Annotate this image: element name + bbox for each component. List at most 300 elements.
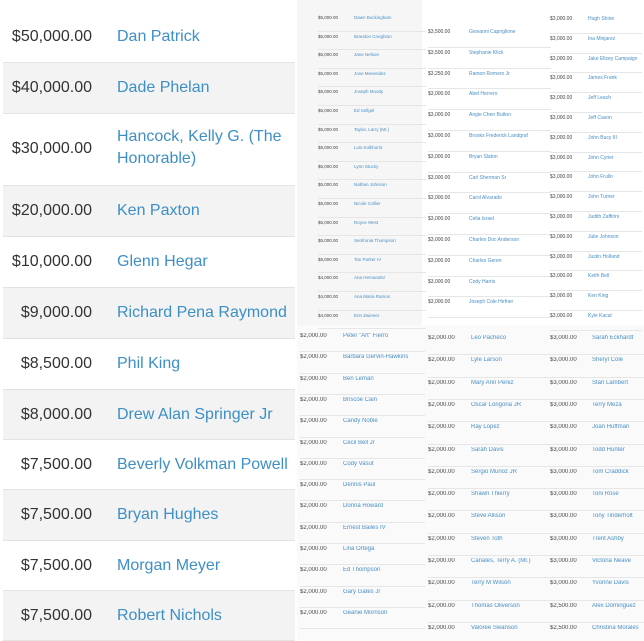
contribution-amount: $7,500.00 (20, 557, 92, 574)
candidate-link[interactable]: Jose Menendez (354, 70, 386, 76)
row-divider (428, 555, 551, 556)
row-divider (550, 310, 642, 311)
contribution-amount: $2,000.00 (300, 588, 327, 595)
candidate-link[interactable]: Gary Gates Jr (343, 588, 381, 595)
contribution-amount: $7,500.00 (20, 456, 92, 473)
row-divider (550, 171, 642, 172)
contribution-amount: $2,500.00 (550, 602, 577, 609)
contribution-row (3, 186, 295, 237)
contribution-amount: $2,000.00 (300, 418, 327, 425)
row-divider (428, 88, 551, 89)
candidate-link[interactable]: Ken Paxton (117, 202, 200, 219)
contribution-amount: $3,000.00 (550, 357, 577, 364)
candidate-link[interactable]: Yvonne Davis (592, 580, 629, 587)
row-divider (428, 234, 551, 235)
candidate-link[interactable]: Drew Alan Springer Jr (117, 406, 273, 423)
contribution-amount: $2,000.00 (428, 379, 455, 386)
candidate-link[interactable]: Barbara Gervin-Hawkins (343, 354, 409, 361)
row-divider (550, 622, 644, 623)
contribution-amount: $8,000.00 (20, 406, 92, 423)
row-divider (550, 290, 642, 291)
contribution-amount: $2,000.00 (300, 439, 327, 446)
candidate-link[interactable]: Hugh Shine (588, 16, 615, 22)
contribution-amount: $3,000.00 (428, 133, 451, 139)
contribution-amount: $2,000.00 (300, 567, 327, 574)
candidate-link[interactable]: Charles Doc Anderson (469, 237, 520, 243)
contribution-row (3, 63, 295, 114)
contribution-amount: $2,000.00 (300, 333, 327, 339)
candidate-link[interactable]: Sarah Davis (471, 446, 504, 453)
candidate-link[interactable]: Christina Morales (592, 624, 639, 631)
contribution-amount: $2,000.00 (428, 535, 455, 542)
candidate-link[interactable]: Ana Maria Ramos (354, 294, 391, 299)
row-divider (550, 112, 642, 113)
row-divider (300, 394, 425, 395)
row-divider (300, 628, 425, 629)
row-divider (550, 533, 644, 534)
contribution-amount: $3,500.00 (428, 49, 451, 56)
candidate-link[interactable]: Joseph Cole Hefner (469, 299, 514, 306)
row-divider (300, 415, 425, 416)
row-divider (300, 607, 425, 608)
contribution-amount: $3,000.00 (550, 253, 573, 260)
contribution-amount: $7,500.00 (20, 607, 92, 624)
row-divider (550, 488, 644, 489)
candidate-link[interactable]: Lina Ortega (343, 546, 375, 552)
candidate-link[interactable]: Cody Harris (469, 278, 496, 285)
contribution-row (3, 237, 295, 288)
candidate-link[interactable]: Bryan Hughes (117, 506, 219, 523)
contribution-amount: $3,500.00 (428, 29, 451, 35)
contribution-amount: $3,000.00 (550, 75, 573, 82)
contribution-amount: $2,000.00 (428, 513, 455, 520)
row-divider (300, 586, 425, 587)
row-divider (428, 622, 551, 623)
candidate-link[interactable]: John Bucy III (588, 134, 617, 141)
contribution-row (3, 591, 295, 641)
contribution-amount: $4,000.00 (318, 312, 339, 318)
contribution-amount: $2,000.00 (428, 335, 455, 341)
row-divider (428, 276, 551, 277)
candidate-link[interactable]: Ben Leman (343, 375, 374, 382)
contribution-amount: $2,000.00 (428, 558, 455, 564)
contribution-amount: $2,000.00 (428, 446, 455, 453)
candidate-link[interactable]: Ina Minjarez (588, 35, 616, 42)
candidate-link[interactable]: Joan Huffman (592, 424, 630, 431)
contribution-amount: $2,000.00 (428, 468, 455, 475)
contribution-amount: $3,000.00 (428, 153, 451, 160)
contribution-amount: $3,000.00 (550, 174, 573, 181)
contribution-amount: $3,000.00 (428, 112, 451, 119)
candidate-link[interactable]: Canales, Terry A. (Mr.) (471, 558, 531, 564)
candidate-link[interactable]: Royce West (354, 219, 379, 225)
contribution-amount: $10,000.00 (11, 253, 92, 270)
contribution-amount: $3,000.00 (428, 195, 451, 202)
candidate-link[interactable]: Jeff Leach (588, 95, 611, 102)
candidate-link[interactable]: Stephanie Klick (469, 49, 504, 56)
row-divider (300, 373, 425, 374)
row-divider (550, 53, 642, 54)
candidate-link[interactable]: Sergio Munoz JR (471, 468, 518, 475)
row-divider (318, 86, 426, 87)
candidate-link[interactable]: John Turner (588, 194, 615, 201)
row-divider (428, 296, 551, 297)
row-divider (428, 399, 551, 400)
contribution-amount: $3,000.00 (550, 513, 577, 520)
contribution-collage (297, 0, 644, 641)
row-divider (550, 132, 642, 133)
contribution-amount: $40,000.00 (11, 79, 92, 96)
contribution-row (3, 12, 295, 63)
candidate-link[interactable]: Judith Zaffirini (588, 214, 620, 220)
row-divider (550, 191, 642, 192)
row-divider (428, 172, 551, 173)
contribution-amount: $3,000.00 (550, 401, 577, 408)
contribution-amount: $3,000.00 (550, 194, 573, 201)
row-divider (550, 72, 642, 73)
candidate-link[interactable]: Richard Pena Raymond (117, 304, 287, 321)
row-divider (428, 151, 551, 152)
candidate-link[interactable]: Carol Alvarado (469, 195, 502, 202)
contribution-amount: $50,000.00 (11, 28, 92, 45)
row-divider (318, 235, 426, 236)
contribution-amount: $3,000.00 (550, 16, 573, 22)
row-divider (428, 600, 551, 601)
row-divider (550, 555, 644, 556)
candidate-link[interactable]: Cody Vasut (343, 460, 374, 467)
contribution-amount: $3,250.00 (428, 70, 451, 77)
candidate-link[interactable]: Ed Sellgel (354, 108, 375, 113)
candidate-link[interactable]: Taylor, Larry (Mr.) (354, 126, 390, 132)
contribution-amount: $5,000.00 (318, 145, 339, 151)
row-divider (428, 317, 551, 318)
candidate-link[interactable]: Trent Ashby (592, 535, 624, 542)
contribution-amount: $3,000.00 (550, 580, 577, 587)
contribution-row (3, 440, 295, 490)
candidate-link[interactable]: Sheryl Cole (592, 357, 624, 364)
candidate-link[interactable]: Dade Phelan (117, 79, 210, 96)
candidate-link[interactable]: Peter "Art" Fierro (343, 333, 389, 339)
row-divider (300, 458, 425, 459)
row-divider (300, 564, 425, 565)
candidate-link[interactable]: Toni Rose (592, 491, 619, 498)
candidate-link[interactable]: Stan Lambert (592, 379, 629, 386)
candidate-link[interactable]: Hancock, Kelly G. (The Honorable) (117, 128, 282, 167)
contribution-amount: $2,000.00 (428, 580, 455, 587)
candidate-link[interactable]: Glenn Hegar (117, 253, 208, 270)
contribution-amount: $3,000.00 (550, 154, 573, 161)
candidate-link[interactable]: Giovanni Capriglione (469, 29, 516, 35)
row-divider (300, 437, 425, 438)
row-divider (300, 479, 425, 480)
row-divider (550, 444, 644, 445)
candidate-link[interactable]: Justin Holland (588, 253, 620, 260)
contribution-amount: $3,000.00 (428, 299, 451, 306)
candidate-link[interactable]: Angie Chen Button (469, 112, 511, 119)
contribution-amount: $3,000.00 (550, 424, 577, 431)
contribution-amount: $2,000.00 (300, 460, 327, 467)
candidate-link[interactable]: Ana Hernandez (354, 275, 386, 281)
row-divider (318, 105, 426, 106)
contribution-amount: $8,500.00 (20, 355, 92, 372)
candidate-link[interactable]: Charles Geren (469, 257, 502, 264)
contribution-amount: $3,000.00 (550, 55, 573, 62)
contribution-amount: $3,000.00 (550, 293, 573, 300)
contribution-amount: $5,000.00 (318, 219, 339, 225)
candidate-link[interactable]: Steve Allison (471, 513, 506, 520)
row-divider (550, 421, 644, 422)
candidate-link[interactable]: Julie Johnson (588, 233, 619, 240)
candidate-link[interactable]: Ken King (588, 293, 609, 300)
contribution-amount: $2,000.00 (428, 401, 455, 408)
candidate-link[interactable]: Joseph Moody (354, 89, 384, 95)
contribution-amount: $4,000.00 (318, 275, 339, 281)
candidate-link[interactable]: Oscar Longoria JR (471, 401, 522, 408)
contribution-amount: $2,000.00 (300, 375, 327, 382)
row-divider (428, 444, 551, 445)
contribution-amount: $3,000.00 (550, 35, 573, 42)
candidate-link[interactable]: Terry M Wilson (471, 580, 511, 587)
contribution-amount: $5,000.00 (318, 238, 339, 244)
candidate-link[interactable]: Geanie Morrison (343, 609, 388, 616)
row-divider (318, 198, 426, 199)
row-divider (428, 255, 551, 256)
row-divider (428, 510, 551, 511)
row-divider (550, 251, 642, 252)
row-divider (550, 152, 642, 153)
contribution-amount: $3,000.00 (428, 174, 451, 181)
candidate-link[interactable]: Lyle Larson (471, 357, 502, 364)
candidate-link[interactable]: John Cyrier (588, 154, 614, 161)
contribution-amount: $5,000.00 (318, 70, 339, 76)
row-divider (318, 217, 426, 218)
contribution-amount: $5,000.00 (318, 89, 339, 95)
candidate-link[interactable]: Valoree Swanson (471, 624, 518, 631)
row-divider (318, 179, 426, 180)
candidate-link[interactable]: Dennis Paul (343, 482, 376, 489)
row-divider (428, 466, 551, 467)
candidate-link[interactable]: Tan Parker IV (354, 256, 382, 262)
row-divider (428, 130, 551, 131)
candidate-link[interactable]: Lois Kolkhorst (354, 145, 383, 151)
row-divider (428, 577, 551, 578)
candidate-link[interactable]: Jake Ellzey Campaign (588, 55, 638, 62)
row-divider (318, 142, 426, 143)
candidate-link[interactable]: Ramon Romero Jr (469, 70, 510, 77)
candidate-link[interactable]: Briscoe Cain (343, 396, 378, 403)
row-divider (550, 466, 644, 467)
row-divider (318, 254, 426, 255)
contribution-amount: $5,000.00 (318, 52, 339, 58)
candidate-link[interactable]: Dan Patrick (117, 28, 200, 45)
row-divider (318, 291, 426, 292)
contribution-row (3, 339, 295, 390)
row-divider (318, 328, 426, 329)
candidate-link[interactable]: Candy Noble (343, 418, 378, 425)
row-divider (550, 92, 642, 93)
contribution-amount: $2,000.00 (300, 609, 327, 616)
row-divider (300, 351, 425, 352)
contribution-amount: $3,000.00 (550, 214, 573, 220)
row-divider (318, 310, 426, 311)
contribution-amount: $3,000.00 (550, 313, 573, 319)
row-divider (428, 421, 551, 422)
contribution-amount: $2,000.00 (300, 546, 327, 552)
large-contribution-list (0, 0, 297, 641)
contribution-amount: $3,000.00 (428, 237, 451, 243)
candidate-link[interactable]: James Frank (588, 75, 617, 82)
contribution-amount: $5,000.00 (318, 15, 339, 20)
contribution-amount: $5,000.00 (318, 201, 339, 206)
candidate-link[interactable]: Brandon Creighton (354, 33, 392, 39)
candidate-link[interactable]: Tom Craddick (592, 468, 629, 475)
row-divider (300, 500, 425, 501)
row-divider (318, 161, 426, 162)
row-divider (550, 577, 644, 578)
contribution-amount: $3,000.00 (550, 468, 577, 475)
candidate-link[interactable]: Alex Dominguez (592, 602, 636, 609)
candidate-link[interactable]: Erin Zwiener (354, 312, 380, 318)
contribution-amount: $2,000.00 (428, 424, 455, 431)
candidate-link[interactable]: John Frullo (588, 174, 613, 181)
row-divider (318, 68, 426, 69)
contribution-amount: $2,500.00 (550, 624, 577, 631)
contribution-row (3, 288, 295, 339)
candidate-link[interactable]: Sarah Eckhardt (592, 335, 634, 341)
row-divider (428, 192, 551, 193)
candidate-link[interactable]: Senfronia Thompson (354, 238, 396, 244)
candidate-link[interactable]: Victoria Neave (592, 558, 631, 564)
row-divider (550, 330, 642, 331)
candidate-link[interactable]: Morgan Meyer (117, 557, 221, 574)
candidate-link[interactable]: Ernest Bailes IV (343, 524, 386, 531)
row-divider (550, 399, 644, 400)
row-divider (428, 68, 551, 69)
row-divider (428, 47, 551, 48)
contribution-amount: $9,000.00 (20, 304, 92, 321)
contribution-amount: $2,000.00 (428, 491, 455, 498)
contribution-amount: $2,000.00 (300, 503, 327, 510)
contribution-amount: $2,000.00 (300, 524, 327, 531)
contribution-amount: $2,000.00 (300, 354, 327, 361)
row-divider (550, 231, 642, 232)
row-divider (318, 124, 426, 125)
contribution-amount: $5,000.00 (318, 126, 339, 132)
row-divider (550, 377, 644, 378)
candidate-link[interactable]: Jeff Cason (588, 115, 612, 121)
contribution-amount: $2,000.00 (428, 602, 455, 609)
candidate-link[interactable]: Nathan Johnson (354, 182, 387, 188)
contribution-amount: $2,000.00 (300, 482, 327, 489)
candidate-link[interactable]: Ray Lopez (471, 424, 500, 431)
candidate-link[interactable]: Phil King (117, 355, 181, 372)
contribution-amount: $20,000.00 (11, 202, 92, 219)
candidate-link[interactable]: Celia Israel (469, 216, 495, 223)
contribution-amount: $3,000.00 (550, 446, 577, 453)
candidate-link[interactable]: Mary Ann Perez (471, 379, 514, 386)
row-divider (428, 354, 551, 355)
row-divider (550, 354, 644, 355)
candidate-link[interactable]: Dawn Buckingham (354, 15, 392, 20)
contribution-amount: $3,000.00 (550, 233, 573, 240)
candidate-link[interactable]: Keith Bell (588, 273, 610, 280)
contribution-amount: $7,500.00 (20, 506, 92, 523)
contribution-row (3, 541, 295, 591)
candidate-link[interactable]: Todd Hunter (592, 446, 625, 453)
candidate-link[interactable]: Cecil Bell Jr (343, 439, 375, 446)
row-divider (550, 270, 642, 271)
row-divider (428, 109, 551, 110)
candidate-link[interactable]: Abel Herrero (469, 91, 498, 98)
row-divider (318, 31, 426, 32)
candidate-link[interactable]: Terry Meza (592, 401, 622, 408)
candidate-link[interactable]: Donna Howard (343, 503, 384, 510)
candidate-link[interactable]: Brooks Frederick Landgraf (469, 133, 528, 139)
candidate-link[interactable]: Thomas Oliverson (471, 602, 520, 609)
candidate-link[interactable]: Jane Nelson (354, 52, 380, 58)
candidate-link[interactable]: Nicole Collier (354, 201, 381, 206)
contribution-amount: $3,000.00 (550, 558, 577, 564)
row-divider (428, 533, 551, 534)
candidate-link[interactable]: Tony Tinderholt (592, 513, 633, 520)
row-divider (428, 377, 551, 378)
contribution-amount: $3,000.00 (550, 379, 577, 386)
row-divider (550, 211, 642, 212)
candidate-link[interactable]: Bryan Slaton (469, 153, 498, 160)
row-divider (550, 33, 642, 34)
contribution-amount: $2,000.00 (428, 357, 455, 364)
contribution-row (3, 114, 295, 186)
candidate-link[interactable]: Kyle Kacal (588, 313, 612, 319)
contribution-amount: $5,000.00 (318, 33, 339, 39)
contribution-amount: $4,000.00 (318, 294, 339, 299)
row-divider (318, 49, 426, 50)
row-divider (550, 510, 644, 511)
candidate-link[interactable]: Ed Thompson (343, 567, 381, 574)
contribution-amount: $3,000.00 (550, 115, 573, 121)
contribution-amount: $2,000.00 (300, 396, 327, 403)
contribution-amount: $5,000.00 (318, 108, 339, 113)
candidate-link[interactable]: Beverly Volkman Powell (117, 456, 288, 473)
row-divider (428, 488, 551, 489)
contribution-amount: $3,000.00 (428, 216, 451, 223)
candidate-link[interactable]: Shawn Thierry (471, 491, 510, 498)
contribution-amount: $3,000.00 (550, 535, 577, 542)
row-divider (550, 600, 644, 601)
row-divider (318, 272, 426, 273)
contribution-amount: $3,000.00 (428, 91, 451, 98)
candidate-link[interactable]: Steven Toth (471, 535, 503, 542)
contribution-amount: $30,000.00 (11, 140, 92, 157)
candidate-link[interactable]: Lynn Stucky (354, 163, 379, 169)
contribution-amount: $5,000.00 (318, 256, 339, 262)
contribution-amount: $3,000.00 (550, 273, 573, 280)
contribution-amount: $3,000.00 (550, 134, 573, 141)
candidate-link[interactable]: Robert Nichols (117, 607, 222, 624)
contribution-amount: $3,000.00 (428, 278, 451, 285)
candidate-link[interactable]: Leo Pacheco (471, 335, 507, 341)
contribution-amount: $5,000.00 (318, 163, 339, 169)
contribution-row (3, 390, 295, 440)
contribution-row (3, 490, 295, 541)
contribution-amount: $3,000.00 (550, 491, 577, 498)
row-divider (428, 213, 551, 214)
contribution-amount: $3,000.00 (550, 95, 573, 102)
candidate-link[interactable]: Carl Sherman Sr (469, 174, 507, 181)
contribution-amount: $3,000.00 (428, 257, 451, 264)
contribution-amount: $3,000.00 (550, 335, 577, 341)
row-divider (300, 522, 425, 523)
